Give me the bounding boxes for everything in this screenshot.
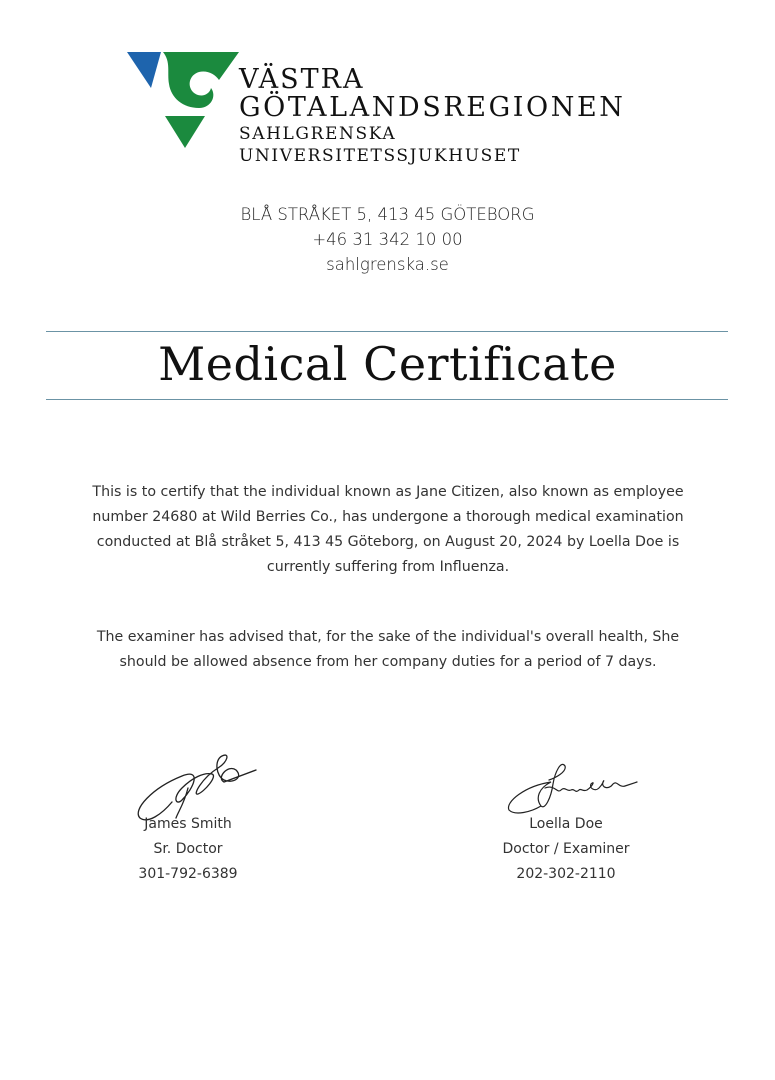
signer-name: Loella Doe (529, 816, 603, 832)
vgr-logo-mark-icon (127, 50, 239, 150)
signer-phone: 301-792-6389 (138, 866, 238, 882)
address: BLÅ STRÅKET 5, 413 45 GÖTEBORG (240, 205, 535, 224)
logo-wordmark (239, 66, 657, 167)
contact-block (0, 202, 775, 277)
certification-paragraph: This is to certify that the individual known as Jane Citizen, also known as employee number 24680 at Wild Berries Co., has undergone a thorough medical examination conducted at Blå stråket 5, 413 45 Göteborg, on August 20, 2024 by Loella Doe is currently suffering from Influenza. (92, 484, 684, 575)
phone-number: +46 31 342 10 00 (312, 230, 463, 249)
signature-block-left (78, 812, 298, 887)
signer-name: James Smith (144, 816, 232, 832)
logo-line-3: SAHLGRENSKA UNIVERSITETSSJUKHUSET (239, 124, 521, 166)
organization-logo (127, 50, 657, 166)
advice-paragraph: The examiner has advised that, for the sake of the individual's overall health, She should be allowed absence from her company duties for a period of 7 days. (96, 629, 680, 670)
logo-line-2: GÖTALANDSREGIONEN (239, 92, 626, 123)
signer-title: Sr. Doctor (153, 841, 223, 857)
signer-phone: 202-302-2110 (516, 866, 616, 882)
website: sahlgrenska.se (326, 255, 449, 274)
title-top-divider (46, 331, 728, 332)
document-title: Medical Certificate (158, 337, 617, 391)
title-bottom-divider (46, 399, 728, 400)
logo-line-1: VÄSTRA (239, 64, 365, 95)
signer-title: Doctor / Examiner (502, 841, 630, 857)
signature-block-right (456, 812, 676, 887)
signature-loella-doe-icon (505, 758, 640, 818)
